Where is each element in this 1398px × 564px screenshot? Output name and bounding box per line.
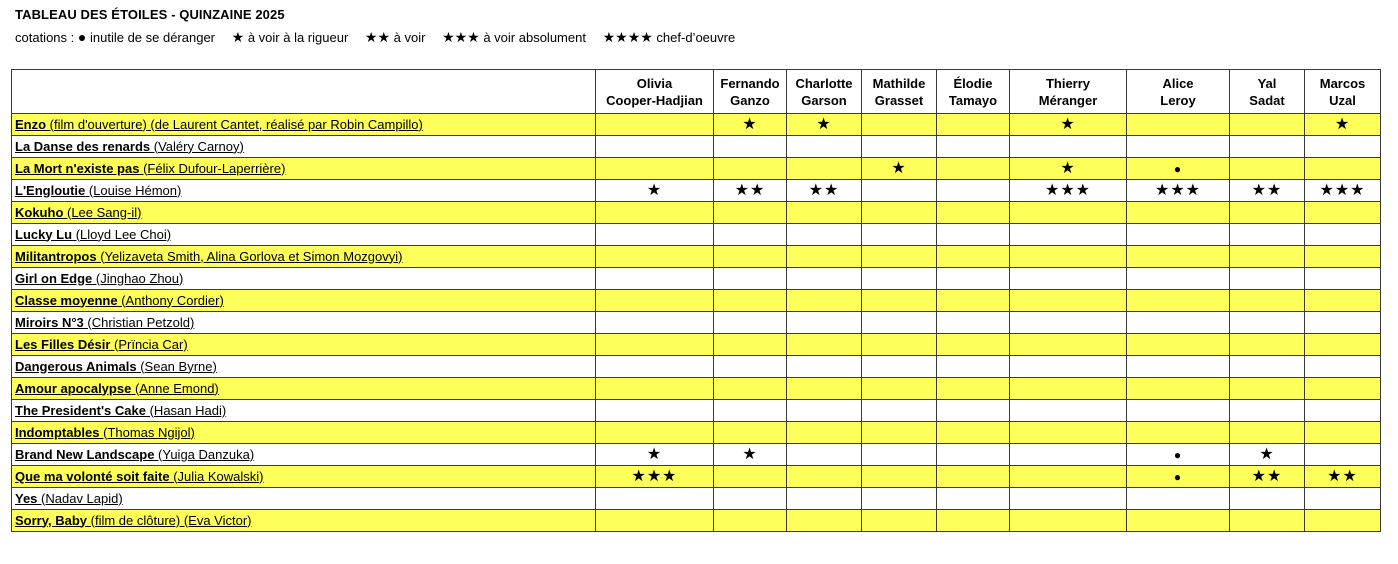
rating-cell [787, 312, 862, 334]
rating-cell [1230, 290, 1305, 312]
film-cell [12, 246, 596, 268]
film-director: (Hasan Hadi) [145, 402, 227, 418]
rating-cell [1230, 356, 1305, 378]
rating-cell [937, 510, 1010, 532]
critic-header [1127, 70, 1230, 114]
rating-cell: ★★ [1230, 180, 1305, 202]
legend-symbol-2-stars: ★★ [364, 29, 391, 45]
film-director: (Yuiga Danzuka) [154, 446, 255, 462]
table-row [12, 246, 1381, 268]
film-director: (Anne Emond) [131, 380, 219, 396]
rating-cell [1305, 290, 1381, 312]
film-director: (Lloyd Lee Choi) [72, 226, 172, 242]
rating-cell [714, 158, 787, 180]
rating-cell [1010, 422, 1127, 444]
critic-header [1305, 70, 1381, 114]
rating-cell [596, 224, 714, 246]
legend-symbol-3-stars: ★★★ [442, 29, 480, 45]
rating-cell: ★★ [787, 180, 862, 202]
rating-cell [1230, 510, 1305, 532]
rating-cell [1010, 136, 1127, 158]
rating-cell [714, 312, 787, 334]
rating-cell [862, 356, 937, 378]
legend-label-4: chef-d’oeuvre [656, 30, 736, 45]
rating-cell [937, 444, 1010, 466]
critic-header [862, 70, 937, 114]
rating-cell [1305, 488, 1381, 510]
critic-first-name: Charlotte [795, 75, 853, 91]
critic-header [787, 70, 862, 114]
critic-header [596, 70, 714, 114]
rating-cell [1305, 378, 1381, 400]
film-cell [12, 378, 596, 400]
film-cell [12, 136, 596, 158]
critic-last-name: Méranger [1038, 92, 1098, 108]
rating-cell [862, 510, 937, 532]
rating-cell [937, 202, 1010, 224]
critic-first-name: Olivia [636, 75, 673, 91]
film-cell [12, 290, 596, 312]
film-cell [12, 114, 596, 136]
rating-cell [787, 246, 862, 268]
film-cell [12, 422, 596, 444]
rating-cell: ★ [596, 180, 714, 202]
film-cell [12, 334, 596, 356]
rating-cell [862, 400, 937, 422]
rating-cell [1010, 510, 1127, 532]
film-director: (Valéry Carnoy) [150, 138, 244, 154]
rating-cell [787, 202, 862, 224]
critic-last-name: Garson [801, 92, 847, 108]
film-cell [12, 268, 596, 290]
film-title: Brand New Landscape [15, 446, 155, 462]
table-row [12, 334, 1381, 356]
rating-cell [714, 224, 787, 246]
film-title: Girl on Edge [15, 270, 93, 286]
rating-cell [787, 466, 862, 488]
critic-first-name: Thierry [1045, 75, 1091, 91]
rating-cell [714, 488, 787, 510]
film-director: (film de clôture) (Eva Victor) [87, 512, 252, 528]
rating-cell [937, 290, 1010, 312]
rating-cell [937, 246, 1010, 268]
film-cell [12, 400, 596, 422]
rating-cell [787, 290, 862, 312]
rating-cell [862, 378, 937, 400]
rating-cell [714, 422, 787, 444]
rating-cell [1127, 378, 1230, 400]
table-row [12, 224, 1381, 246]
rating-cell [1127, 136, 1230, 158]
rating-cell [714, 466, 787, 488]
rating-cell [787, 510, 862, 532]
header-film-column [12, 70, 596, 114]
rating-cell [714, 400, 787, 422]
table-row [12, 312, 1381, 334]
rating-cell [862, 290, 937, 312]
rating-cell [862, 466, 937, 488]
table-row [12, 114, 1381, 136]
film-title: Amour apocalypse [15, 380, 132, 396]
film-title: La Danse des renards [15, 138, 151, 154]
rating-cell [1230, 202, 1305, 224]
critic-last-name: Cooper-Hadjian [606, 92, 703, 108]
critic-last-name: Sadat [1249, 92, 1285, 108]
rating-cell [1305, 510, 1381, 532]
rating-cell [1127, 290, 1230, 312]
rating-cell [937, 268, 1010, 290]
film-title: The President's Cake [15, 402, 146, 418]
rating-cell [1127, 356, 1230, 378]
table-row [12, 400, 1381, 422]
critic-header [714, 70, 787, 114]
legend-label-0: inutile de se déranger [89, 30, 216, 45]
rating-cell: ★ [1010, 114, 1127, 136]
film-title: Enzo [15, 116, 47, 132]
rating-cell [937, 180, 1010, 202]
rating-cell [1305, 334, 1381, 356]
film-director: (Jinghao Zhou) [92, 270, 184, 286]
table-row [12, 268, 1381, 290]
rating-cell [596, 488, 714, 510]
rating-cell [1305, 158, 1381, 180]
critic-first-name: Alice [1162, 75, 1194, 91]
rating-cell: ★ [714, 114, 787, 136]
rating-cell [596, 510, 714, 532]
legend-label-1: à voir à la rigueur [247, 30, 349, 45]
rating-cell [937, 312, 1010, 334]
rating-cell [1230, 246, 1305, 268]
rating-cell [1305, 444, 1381, 466]
rating-cell [1127, 268, 1230, 290]
critic-last-name: Grasset [874, 92, 924, 108]
ratings-legend [15, 29, 735, 46]
rating-cell [714, 510, 787, 532]
rating-cell [1127, 312, 1230, 334]
rating-cell [596, 334, 714, 356]
table-header-row [12, 70, 1381, 114]
rating-cell: ★★ [1305, 466, 1381, 488]
film-title: Les Filles Désir [15, 336, 111, 352]
rating-cell [1230, 114, 1305, 136]
film-title: Dangerous Animals [15, 358, 137, 374]
film-title: Miroirs N°3 [15, 314, 84, 330]
rating-cell [714, 202, 787, 224]
rating-cell [862, 444, 937, 466]
rating-cell [937, 224, 1010, 246]
rating-cell [862, 268, 937, 290]
rating-cell [862, 488, 937, 510]
rating-cell [1305, 356, 1381, 378]
rating-cell [937, 466, 1010, 488]
rating-cell [787, 356, 862, 378]
rating-cell [1010, 246, 1127, 268]
rating-cell [862, 136, 937, 158]
rating-cell [787, 444, 862, 466]
rating-cell [787, 378, 862, 400]
critic-first-name: Yal [1257, 75, 1277, 91]
rating-cell [1010, 378, 1127, 400]
film-director: (Christian Petzold) [83, 314, 195, 330]
critic-header [937, 70, 1010, 114]
rating-cell [1230, 136, 1305, 158]
rating-cell [1305, 312, 1381, 334]
film-director: (Sean Byrne) [136, 358, 217, 374]
legend-symbol-4-stars: ★★★★ [602, 29, 653, 45]
film-title: Militantropos [15, 248, 97, 264]
rating-cell [714, 268, 787, 290]
rating-cell [1230, 224, 1305, 246]
rating-cell: ★ [787, 114, 862, 136]
rating-cell [787, 400, 862, 422]
film-cell [12, 466, 596, 488]
rating-cell [596, 246, 714, 268]
critic-first-name: Fernando [720, 75, 780, 91]
film-title: Sorry, Baby [15, 512, 88, 528]
legend-symbol-dot: ● [77, 29, 87, 45]
film-director: (film d'ouverture) (de Laurent Cantet, réalisé par Robin Campillo) [46, 116, 423, 132]
film-title: L'Engloutie [15, 182, 86, 198]
rating-cell [1127, 114, 1230, 136]
film-cell [12, 356, 596, 378]
film-director: (Nadav Lapid) [37, 490, 123, 506]
rating-cell: ● [1127, 158, 1230, 180]
rating-cell [1230, 422, 1305, 444]
critic-header [1010, 70, 1127, 114]
rating-cell: ★ [862, 158, 937, 180]
critic-first-name: Marcos [1319, 75, 1366, 91]
table-row [12, 202, 1381, 224]
rating-cell [1305, 246, 1381, 268]
rating-cell [862, 114, 937, 136]
rating-cell: ★★★ [596, 466, 714, 488]
critic-last-name: Tamayo [948, 92, 998, 108]
film-director: (Anthony Cordier) [117, 292, 224, 308]
rating-cell [714, 246, 787, 268]
rating-cell [1010, 202, 1127, 224]
rating-cell [1010, 290, 1127, 312]
table-body [12, 114, 1381, 532]
table-row [12, 180, 1381, 202]
rating-cell [714, 136, 787, 158]
table-row [12, 510, 1381, 532]
rating-cell [862, 202, 937, 224]
rating-cell [937, 334, 1010, 356]
rating-cell [787, 224, 862, 246]
rating-cell [862, 246, 937, 268]
film-cell [12, 180, 596, 202]
table-row [12, 158, 1381, 180]
film-cell [12, 510, 596, 532]
table-row [12, 488, 1381, 510]
rating-cell [596, 136, 714, 158]
rating-cell [596, 202, 714, 224]
rating-cell: ★ [1305, 114, 1381, 136]
rating-cell [937, 158, 1010, 180]
film-title: Kokuho [15, 204, 64, 220]
rating-cell [1305, 268, 1381, 290]
rating-cell [596, 400, 714, 422]
film-title: Yes [15, 490, 38, 506]
rating-cell [937, 136, 1010, 158]
film-director: (Prïncia Car) [110, 336, 188, 352]
film-director: (Julia Kowalski) [169, 468, 264, 484]
rating-cell [862, 312, 937, 334]
rating-cell [1305, 202, 1381, 224]
film-cell [12, 224, 596, 246]
rating-cell [1230, 158, 1305, 180]
critic-first-name: Élodie [953, 75, 993, 91]
rating-cell [596, 114, 714, 136]
legend-symbol-1-star: ★ [231, 29, 245, 45]
film-director: (Lee Sang-il) [63, 204, 142, 220]
rating-cell [596, 268, 714, 290]
rating-cell [714, 378, 787, 400]
rating-cell [937, 422, 1010, 444]
rating-cell [596, 422, 714, 444]
critic-last-name: Uzal [1329, 92, 1356, 108]
rating-cell [596, 158, 714, 180]
rating-cell [862, 334, 937, 356]
film-director: (Félix Dufour-Laperrière) [139, 160, 286, 176]
rating-cell [596, 356, 714, 378]
rating-cell: ★★★ [1010, 180, 1127, 202]
rating-cell: ★ [596, 444, 714, 466]
rating-cell [1127, 422, 1230, 444]
film-title: Indomptables [15, 424, 100, 440]
rating-cell [787, 334, 862, 356]
rating-cell [714, 356, 787, 378]
critic-first-name: Mathilde [872, 75, 926, 91]
legend-prefix: cotations : [15, 30, 75, 45]
rating-cell [1127, 400, 1230, 422]
rating-cell [1230, 378, 1305, 400]
legend-label-3: à voir absolument [483, 30, 586, 45]
legend-label-2: à voir [393, 30, 426, 45]
rating-cell [1230, 400, 1305, 422]
rating-cell [1010, 224, 1127, 246]
rating-cell [1010, 488, 1127, 510]
rating-cell [862, 422, 937, 444]
rating-cell: ★ [1010, 158, 1127, 180]
rating-cell [1127, 224, 1230, 246]
rating-cell [1127, 202, 1230, 224]
rating-cell [1010, 356, 1127, 378]
table-row [12, 290, 1381, 312]
film-cell [12, 158, 596, 180]
rating-cell: ★★★ [1305, 180, 1381, 202]
rating-cell: ★ [714, 444, 787, 466]
rating-cell [937, 488, 1010, 510]
rating-cell [787, 158, 862, 180]
rating-cell: ★★ [714, 180, 787, 202]
film-title: Classe moyenne [15, 292, 118, 308]
table-row [12, 356, 1381, 378]
film-title: Lucky Lu [15, 226, 73, 242]
rating-cell [1010, 268, 1127, 290]
rating-cell [1305, 400, 1381, 422]
rating-cell [596, 290, 714, 312]
rating-cell: ★ [1230, 444, 1305, 466]
ratings-table [11, 69, 1381, 532]
rating-cell [937, 356, 1010, 378]
film-director: (Thomas Ngijol) [99, 424, 195, 440]
rating-cell [862, 224, 937, 246]
rating-cell [1127, 488, 1230, 510]
critic-last-name: Leroy [1160, 92, 1196, 108]
critic-header [1230, 70, 1305, 114]
rating-cell: ● [1127, 466, 1230, 488]
rating-cell [937, 400, 1010, 422]
table-row [12, 422, 1381, 444]
critic-last-name: Ganzo [730, 92, 770, 108]
rating-cell [787, 488, 862, 510]
rating-cell [714, 334, 787, 356]
rating-cell [1305, 136, 1381, 158]
film-title: La Mort n'existe pas [15, 160, 140, 176]
rating-cell [1305, 422, 1381, 444]
rating-cell [1010, 334, 1127, 356]
rating-cell: ★★★ [1127, 180, 1230, 202]
rating-cell [596, 378, 714, 400]
rating-cell [937, 114, 1010, 136]
rating-cell [1127, 334, 1230, 356]
film-cell [12, 312, 596, 334]
film-cell [12, 444, 596, 466]
rating-cell [1010, 444, 1127, 466]
film-title: Que ma volonté soit faite [15, 468, 170, 484]
table-row [12, 466, 1381, 488]
rating-cell [1010, 466, 1127, 488]
rating-cell [1305, 224, 1381, 246]
rating-cell: ● [1127, 444, 1230, 466]
table-row [12, 378, 1381, 400]
rating-cell [1127, 246, 1230, 268]
rating-cell [1010, 400, 1127, 422]
rating-cell [1230, 334, 1305, 356]
rating-cell [787, 136, 862, 158]
film-cell [12, 202, 596, 224]
film-director: (Louise Hémon) [85, 182, 182, 198]
rating-cell [862, 180, 937, 202]
rating-cell [596, 312, 714, 334]
rating-cell [1127, 510, 1230, 532]
rating-cell [937, 378, 1010, 400]
table-row [12, 444, 1381, 466]
rating-cell [1230, 488, 1305, 510]
rating-cell [1230, 312, 1305, 334]
rating-cell [787, 422, 862, 444]
table-row [12, 136, 1381, 158]
rating-cell [1230, 268, 1305, 290]
page-title: TABLEAU DES ÉTOILES - QUINZAINE 2025 [15, 7, 285, 22]
film-cell [12, 488, 596, 510]
rating-cell [714, 290, 787, 312]
rating-cell [787, 268, 862, 290]
film-director: (Yelizaveta Smith, Alina Gorlova et Simon Mozgovyi) [96, 248, 403, 264]
rating-cell [1010, 312, 1127, 334]
rating-cell: ★★ [1230, 466, 1305, 488]
